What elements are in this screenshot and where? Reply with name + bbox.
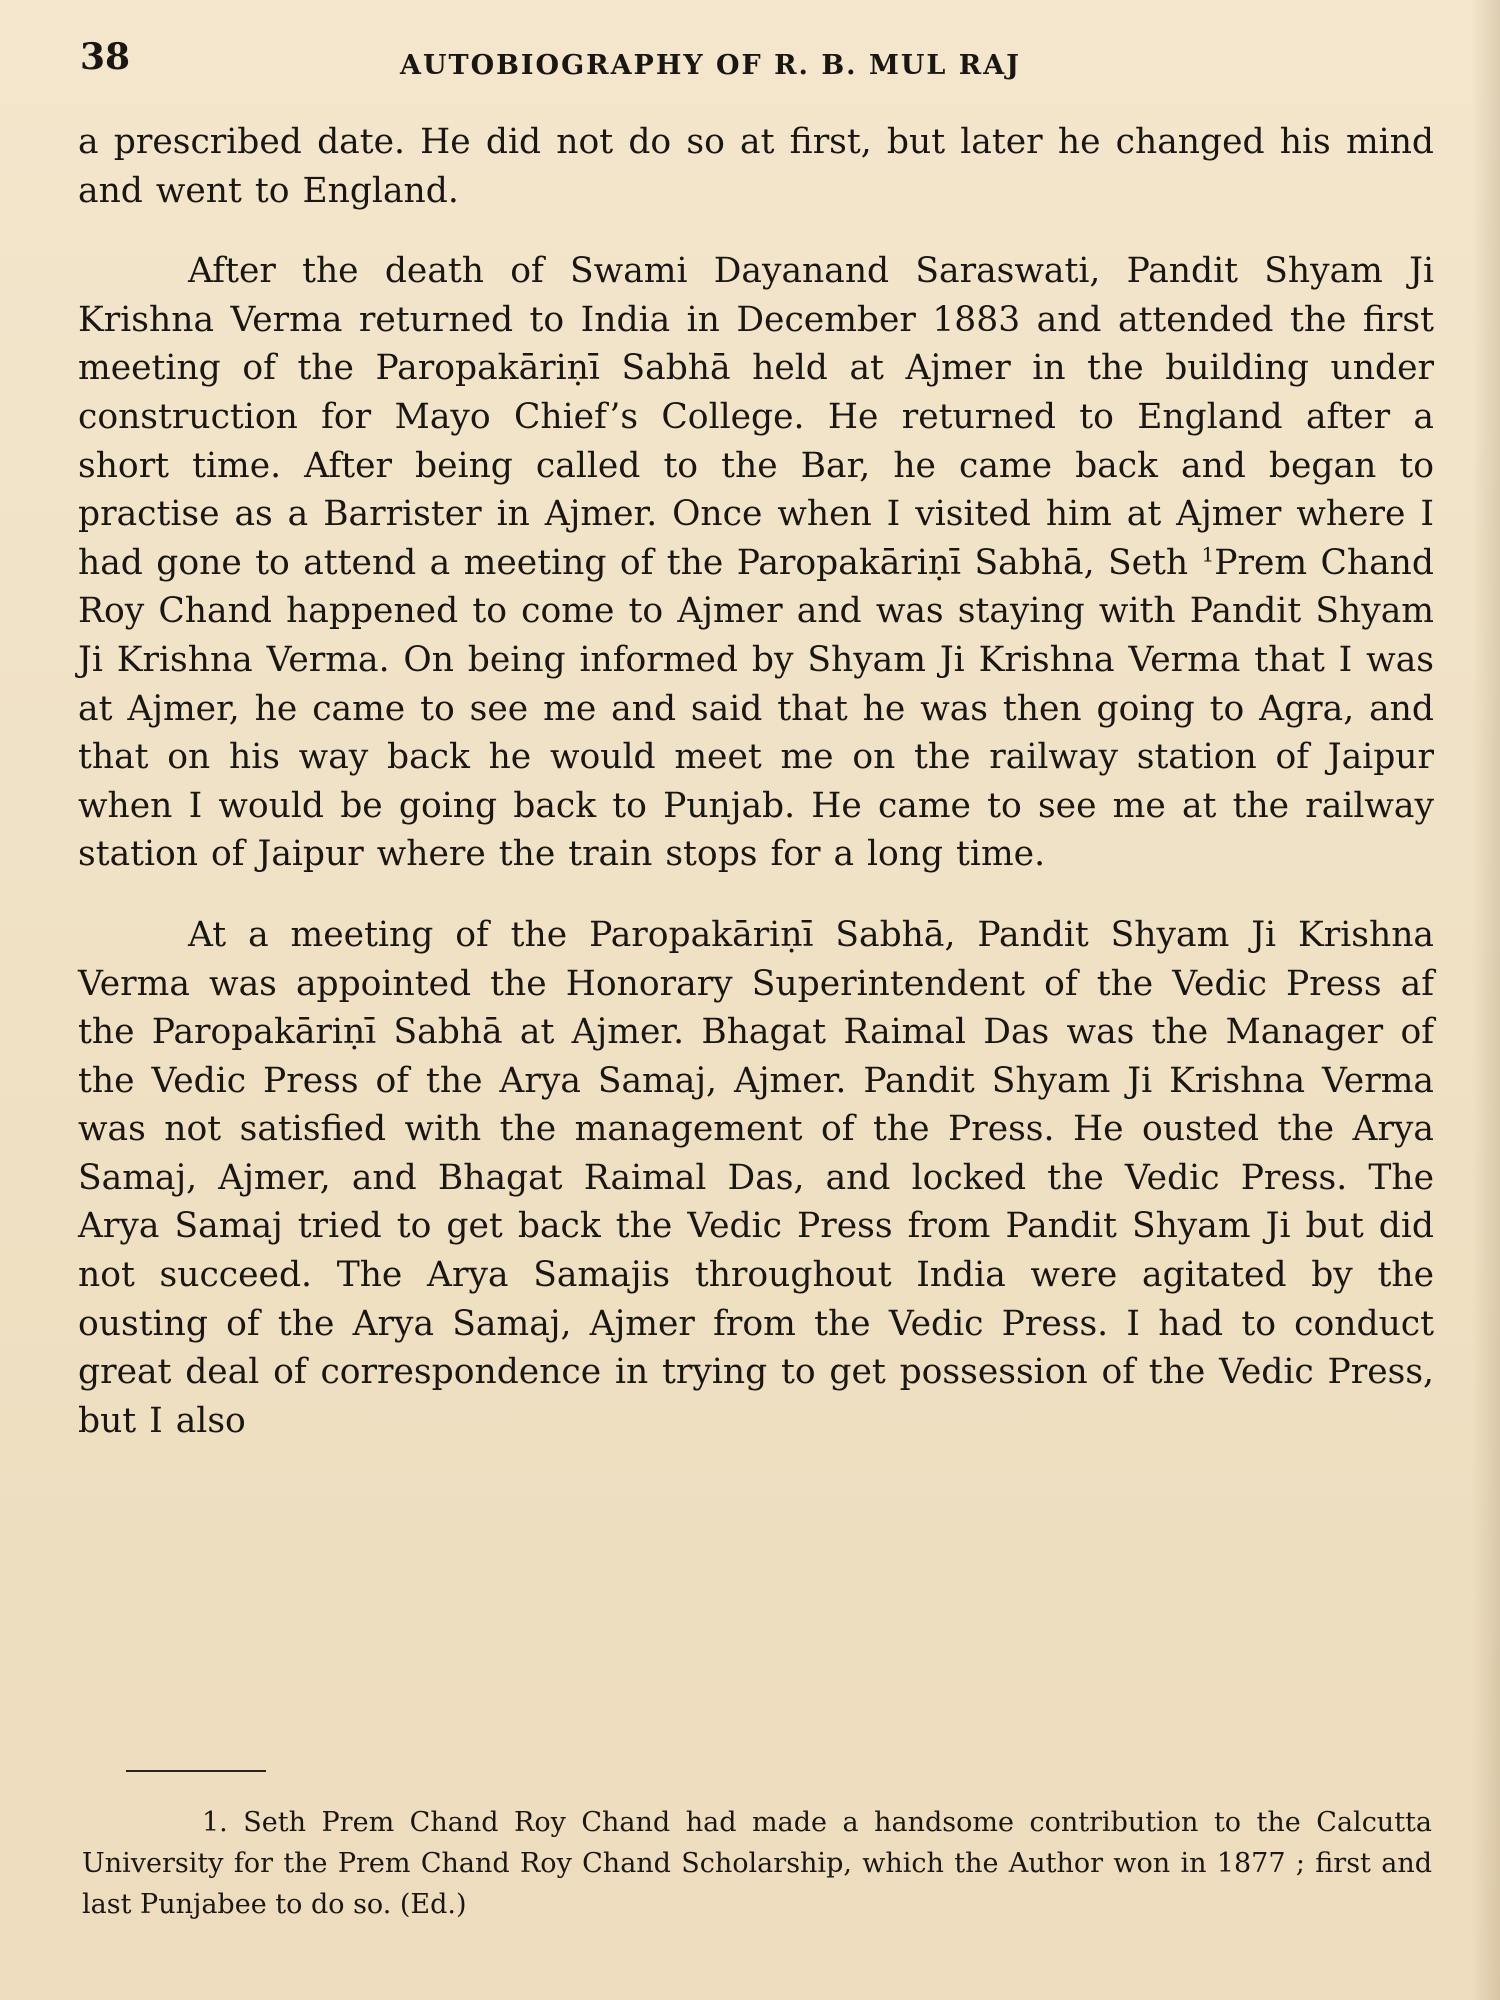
footnote: 1. Seth Prem Chand Roy Chand had made a handsome contribution to the Calcutta University for the Prem Chand Roy Chand Scholarship, which the Author won in 1877 ; first and last Punjabee to do so. (Ed.) bbox=[82, 1807, 1432, 1920]
page-number: 38 bbox=[80, 36, 131, 78]
paragraph-2-text-start: After the death of Swami Dayanand Saraswati, Pandit Shyam Ji Krishna Verma returned to India in December 1883 and attended the first meeting of the Paropakāriṇī Sabhā held at Ajmer in the building under construction for Mayo Chief’s College. He returned to England after a short time. After being called to the Bar, he came back and began to practise as a Barrister in Ajmer. Once when I visited him at Ajmer where I had gone to attend a meeting of the Paropakāriṇī Sabhā, Seth bbox=[78, 251, 1434, 583]
running-title: AUTOBIOGRAPHY OF R. B. MUL RAJ bbox=[400, 50, 1021, 81]
paragraph-3: At a meeting of the Paropakāriṇī Sabhā, Pandit Shyam Ji Krishna Verma was appointed the Honorary Superintendent of the Vedic Press af the Paropakāriṇī Sabhā at Ajmer. Bhagat Raimal Das was the Manager of the Vedic Press of the Arya Samaj, Ajmer. Pandit Shyam Ji Krishna Verma was not satisfied with the management of the Press. He ousted the Arya Samaj, Ajmer, and Bhagat Raimal Das, and locked the Vedic Press. The Arya Samaj tried to get back the Vedic Press from Pandit Shyam Ji but did not succeed. The Arya Samajis throughout India were agitated by the ousting of the Arya Samaj, Ajmer from the Vedic Press. I had to conduct great deal of correspondence in trying to get possession of the Vedic Press, but I also bbox=[78, 914, 1434, 1441]
page-header bbox=[80, 36, 1440, 96]
page-edge-shadow bbox=[1472, 0, 1500, 2000]
paragraph-1: a prescribed date. He did not do so at first, but later he changed his mind and went to England. bbox=[78, 122, 1434, 211]
footnote-divider bbox=[126, 1770, 266, 1772]
paragraph-2-text-end: Prem Chand Roy Chand happened to come to Ajmer and was staying with Pandit Shyam Ji Krishna Verma. On being informed by Shyam Ji Krishna Verma that I was at Ajmer, he came to see me and said that he was then going to Agra, and that on his way back he would meet me on the railway station of Jaipur when I would be going back to Punjab. He came to see me at the railway station of Jaipur where the train stops for a long time. bbox=[78, 542, 1434, 875]
footnote-marker: 1 bbox=[1201, 542, 1215, 567]
body-text bbox=[78, 118, 1434, 1445]
paragraph-2 bbox=[78, 247, 1434, 879]
